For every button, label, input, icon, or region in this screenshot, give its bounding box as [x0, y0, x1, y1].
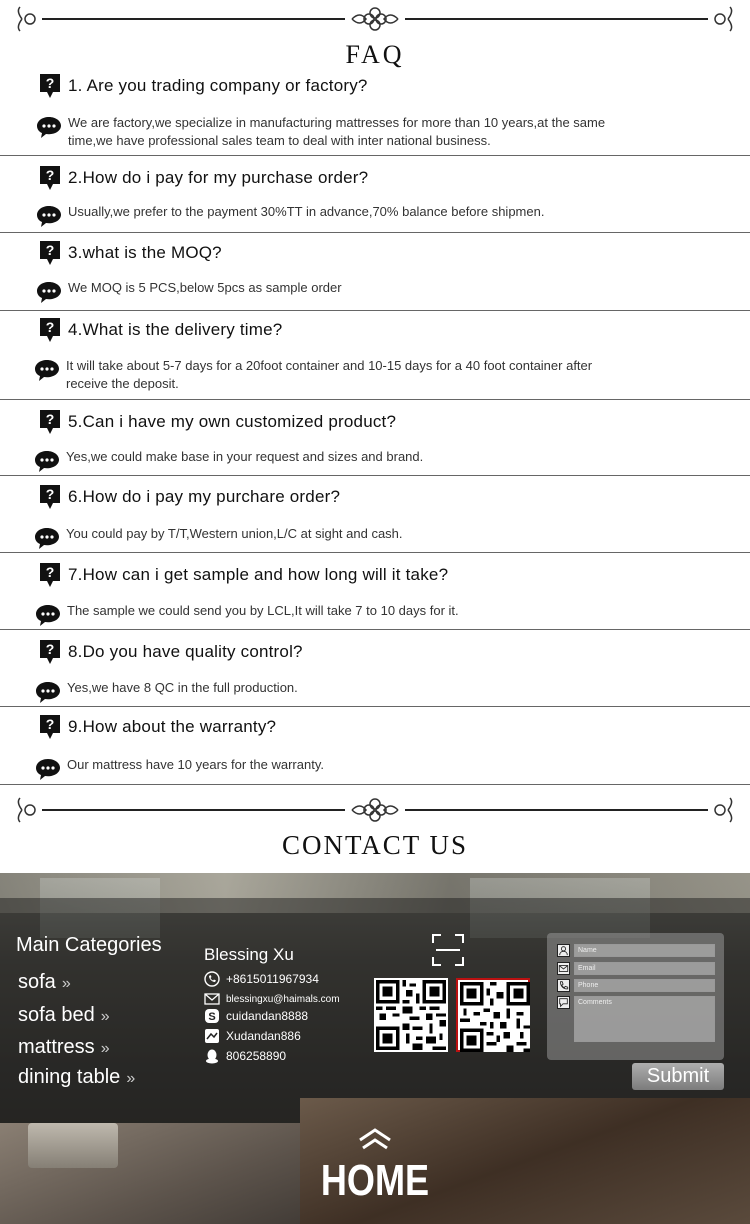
- question-bubble-icon: [38, 408, 62, 436]
- faq-answer: Usually,we prefer to the payment 30%TT in advance,70% balance before shipmen.: [68, 204, 545, 219]
- faq-question: 9.How about the warranty?: [68, 717, 277, 736]
- chevron-right-icon: »: [100, 1008, 110, 1025]
- faq-question: 6.How do i pay my purchare order?: [68, 487, 341, 506]
- contact-person-name: Blessing Xu: [204, 945, 294, 964]
- category-label: sofa bed: [18, 1004, 95, 1026]
- category-label: sofa: [18, 971, 56, 993]
- contact-ornament-divider: [0, 795, 750, 825]
- category-link-mattress[interactable]: [18, 1036, 110, 1059]
- whatsapp-icon: [204, 971, 220, 987]
- faq-question-row: [38, 316, 282, 344]
- faq-answer: We MOQ is 5 PCS,below 5pcs as sample order: [68, 280, 342, 295]
- faq-question: 5.Can i have my own customized product?: [68, 412, 397, 431]
- email-input[interactable]: Email: [574, 962, 715, 975]
- faq-answer: The sample we could send you by LCL,It will take 7 to 10 days for it.: [67, 603, 459, 618]
- faq-question-row: [38, 239, 222, 267]
- faq-question: 7.How can i get sample and how long will it take?: [68, 565, 449, 584]
- faq-answer-row: [34, 525, 626, 550]
- faq-question-row: [38, 72, 368, 100]
- qr-code-wechat: [374, 978, 448, 1052]
- faq-answer-row: [36, 279, 628, 304]
- svg-text:?: ?: [45, 564, 55, 580]
- chat-bubble-icon: [35, 757, 61, 781]
- qq-row[interactable]: [204, 1048, 286, 1064]
- phone-number: +8615011967934: [226, 972, 319, 986]
- chat-bubble-icon: [34, 358, 60, 382]
- faq-question: 1. Are you trading company or factory?: [68, 76, 368, 95]
- question-bubble-icon: [38, 483, 62, 511]
- faq-question: 8.Do you have quality control?: [68, 642, 303, 661]
- question-bubble-icon: [38, 638, 62, 666]
- faq-answer-row: [35, 756, 627, 781]
- name-input[interactable]: Name: [574, 944, 715, 957]
- chat-bubble-icon: [35, 603, 61, 627]
- faq-item-8: [0, 630, 750, 707]
- category-link-dining-table[interactable]: [18, 1066, 135, 1089]
- qr-code-icon: [376, 980, 446, 1050]
- home-link[interactable]: HOME: [320, 1156, 430, 1205]
- contact-panel: [0, 873, 750, 1224]
- user-icon: [557, 944, 570, 957]
- faq-answer: We are factory,we specialize in manufacturing mattresses for more than 10 years,at the same time,we have professional sales team to deal with inter national business.: [68, 115, 606, 148]
- chat-bubble-icon: [36, 204, 62, 228]
- skype-id: cuidandan8888: [226, 1009, 309, 1023]
- faq-item-4: [0, 311, 750, 400]
- email-field[interactable]: [557, 961, 715, 975]
- svg-text:?: ?: [45, 411, 55, 427]
- chat-bubble-icon: [36, 115, 62, 139]
- faq-answer: You could pay by T/T,Western union,L/C at sight and cash.: [66, 526, 403, 541]
- faq-answer: It will take about 5-7 days for a 20foot container and 10-15 days for a 40 foot container after receive the deposit.: [66, 358, 593, 391]
- faq-question-row: [38, 164, 368, 192]
- svg-text:?: ?: [45, 486, 55, 502]
- contact-title: CONTACT US: [281, 830, 469, 860]
- faq-question: 3.what is the MOQ?: [68, 243, 222, 262]
- question-bubble-icon: [38, 561, 62, 589]
- messenger-icon: [204, 1028, 220, 1044]
- svg-text:?: ?: [45, 641, 55, 657]
- faq-answer-row: [34, 357, 616, 393]
- faq-answer-row: [34, 448, 626, 473]
- category-label: dining table: [18, 1066, 121, 1088]
- faq-question-row: [38, 638, 303, 666]
- contact-form: [547, 933, 724, 1060]
- faq-question-row: [38, 408, 396, 436]
- chat-bubble-icon: [36, 280, 62, 304]
- svg-text:S: S: [208, 1011, 216, 1023]
- messenger-row[interactable]: [204, 1028, 301, 1044]
- phone-field[interactable]: [557, 978, 715, 992]
- submit-button[interactable]: Submit: [632, 1063, 724, 1090]
- categories-title: Main Categories: [16, 934, 162, 956]
- faq-item-3: [0, 233, 750, 311]
- chevron-right-icon: »: [100, 1040, 110, 1057]
- faq-item-7: [0, 553, 750, 630]
- faq-answer-row: [35, 679, 627, 704]
- svg-text:?: ?: [45, 319, 55, 335]
- scan-frame-icon: [432, 934, 464, 966]
- envelope-icon: [204, 991, 220, 1007]
- faq-question-row: [38, 483, 340, 511]
- faq-title: FAQ: [345, 40, 405, 69]
- chevron-right-icon: »: [126, 1070, 136, 1087]
- qr-code-whatsapp: [456, 978, 530, 1052]
- envelope-icon: [557, 962, 570, 975]
- comments-field[interactable]: [557, 996, 715, 1042]
- question-bubble-icon: [38, 713, 62, 741]
- faq-item-5: [0, 400, 750, 476]
- question-bubble-icon: [38, 72, 62, 100]
- name-field[interactable]: [557, 943, 715, 957]
- messenger-id: Xudandan886: [226, 1029, 301, 1043]
- svg-text:?: ?: [45, 242, 55, 258]
- email-address: blessingxu@haimals.com: [226, 993, 340, 1005]
- faq-answer-row: [35, 602, 627, 627]
- faq-item-2: [0, 156, 750, 233]
- category-label: mattress: [18, 1036, 95, 1058]
- skype-icon: [204, 1008, 220, 1024]
- chevron-right-icon: »: [61, 975, 71, 992]
- question-bubble-icon: [38, 239, 62, 267]
- top-ornament-divider: [0, 4, 750, 34]
- category-link-sofa[interactable]: [18, 971, 71, 994]
- question-bubble-icon: [38, 316, 62, 344]
- faq-answer-row: [36, 114, 628, 150]
- faq-answer: Yes,we could make base in your request and sizes and brand.: [66, 449, 424, 464]
- faq-answer: Our mattress have 10 years for the warranty.: [67, 757, 324, 772]
- qq-number: 806258890: [226, 1049, 287, 1063]
- svg-text:?: ?: [45, 167, 55, 183]
- faq-question-row: [38, 713, 276, 741]
- faq-item-9: [0, 707, 750, 785]
- phone-row[interactable]: [204, 971, 319, 987]
- phone-icon: [557, 979, 570, 992]
- faq-item-1: [0, 70, 750, 156]
- chat-bubble-icon: [34, 526, 60, 550]
- faq-answer-row: [36, 203, 628, 228]
- chat-bubble-icon: [35, 680, 61, 704]
- faq-question: 4.What is the delivery time?: [68, 320, 283, 339]
- home-chevron-icon: [358, 1128, 392, 1150]
- comment-icon: [557, 996, 570, 1009]
- faq-question: 2.How do i pay for my purchase order?: [68, 168, 369, 187]
- skype-row[interactable]: [204, 1008, 308, 1024]
- category-link-sofa-bed[interactable]: [18, 1004, 110, 1027]
- svg-text:?: ?: [45, 716, 55, 732]
- question-bubble-icon: [38, 164, 62, 192]
- faq-answer: Yes,we have 8 QC in the full production.: [67, 680, 298, 695]
- faq-item-6: [0, 476, 750, 553]
- svg-text:?: ?: [45, 75, 55, 91]
- faq-question-row: [38, 561, 448, 589]
- comments-textarea[interactable]: Comments: [574, 996, 715, 1042]
- chat-bubble-icon: [34, 449, 60, 473]
- qq-penguin-icon: [204, 1048, 220, 1064]
- phone-input[interactable]: Phone: [574, 979, 715, 992]
- email-row[interactable]: [204, 991, 340, 1007]
- qr-code-icon: [460, 982, 530, 1052]
